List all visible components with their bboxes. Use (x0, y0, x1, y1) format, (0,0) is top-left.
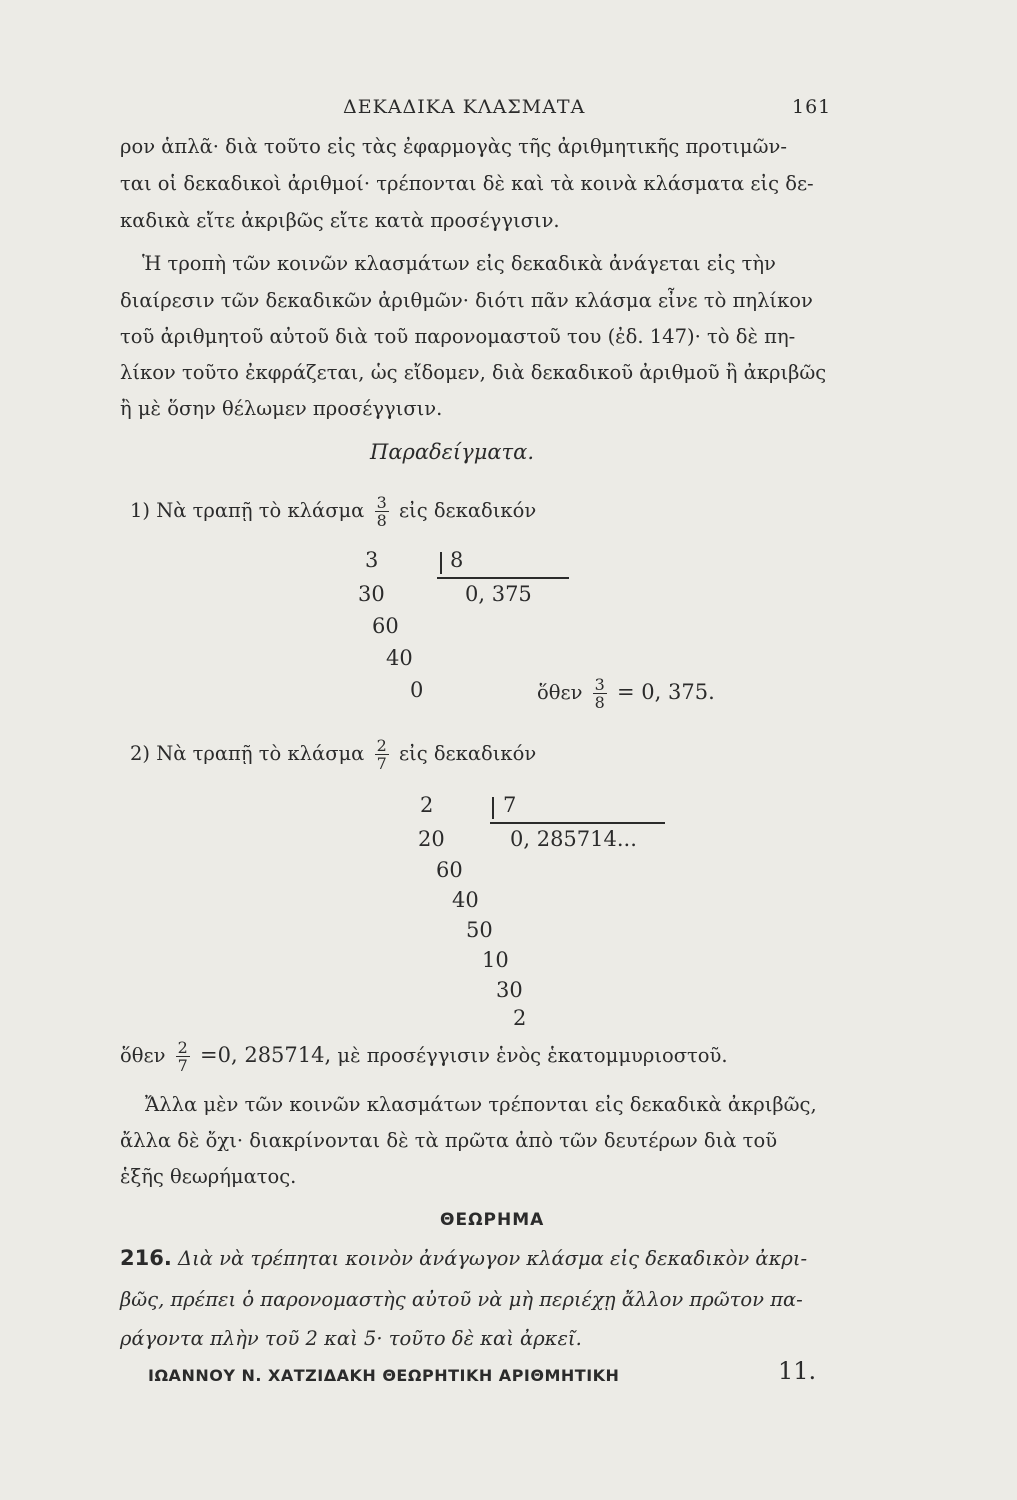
ex2-fraction (375, 737, 389, 772)
para2-line4: λίκον τοῦτο ἐκφράζεται, ὡς εἴδομεν, διὰ δεκαδικοῦ ἀριθμοῦ ἢ ἀκριβῶς (120, 361, 827, 384)
ex2-step-5: 10 (482, 948, 509, 972)
ex1-divisor: 8 (450, 548, 464, 572)
ex1-step-2: 60 (372, 614, 399, 638)
para2-line2: διαίρεσιν τῶν δεκαδικῶν ἀριθμῶν· διότι πᾶν κλάσμα εἶνε τὸ πηλίκον (120, 289, 813, 312)
para3-line1: Ἄλλα μὲν τῶν κοινῶν κλασμάτων τρέπονται εἰς δεκαδικὰ ἀκριβῶς, (145, 1093, 817, 1116)
ex2-quotient-rule (490, 822, 665, 824)
ex1-result-value: = 0, 375. (617, 680, 715, 704)
ex2-prefix: 2) Νὰ τραπῇ τὸ κλάσμα (130, 742, 365, 765)
ex2-num: 2 (376, 736, 387, 755)
ex2-step-3: 40 (452, 888, 479, 912)
ex1-statement (130, 492, 536, 529)
para2-line5: ἢ μὲ ὅσην θέλωμεν προσέγγισιν. (120, 397, 443, 420)
ex2-statement (130, 735, 536, 772)
ex1-result (537, 674, 715, 711)
ex1-result-fraction (593, 676, 607, 711)
ex2-step-2: 60 (436, 858, 463, 882)
ex1-result-den: 8 (594, 693, 605, 712)
ex2-result-tail: μὲ προσέγγισιν ἑνὸς ἑκατομμυριοστοῦ. (337, 1044, 728, 1067)
ex2-result-value: =0, 285714, (200, 1043, 332, 1067)
para3-line2: ἄλλα δὲ ὄχι· διακρίνονται δὲ τὰ πρῶτα ἀπὸ τῶν δευτέρων διὰ τοῦ (120, 1129, 778, 1152)
ex2-step-1: 20 (418, 827, 445, 851)
footer-text: ΙΩΑΝΝΟΥ Ν. ΧΑΤΖΙΔΑΚΗ ΘΕΩΡΗΤΙΚΗ ΑΡΙΘΜΗΤΙΚΗ (148, 1366, 620, 1385)
ex2-quotient: 0, 285714... (510, 827, 637, 851)
ex2-dividend: 2 (420, 793, 434, 817)
ex2-step-6: 30 (496, 978, 523, 1002)
theorem-line2: βῶς, πρέπει ὁ παρονομαστὴς αὐτοῦ νὰ μὴ περιέχῃ ἄλλον πρῶτον πα- (120, 1288, 803, 1311)
ex1-result-num: 3 (594, 675, 605, 694)
para2-line3: τοῦ ἀριθμητοῦ αὐτοῦ διὰ τοῦ παρονομαστοῦ του (ἐδ. 147)· τὸ δὲ πη- (120, 325, 796, 348)
examples-heading: Παραδείγματα. (370, 440, 535, 464)
ex2-result-word: ὅθεν (120, 1044, 166, 1067)
ex2-division-bar (492, 797, 494, 819)
ex1-step-4: 0 (410, 678, 424, 702)
ex2-result (120, 1037, 728, 1074)
theorem-line3: ράγοντα πλὴν τοῦ 2 καὶ 5· τοῦτο δὲ καὶ ἀρκεῖ. (120, 1327, 582, 1350)
ex1-den: 8 (376, 511, 387, 530)
page-number: 161 (792, 96, 832, 118)
ex2-result-den: 7 (177, 1056, 188, 1075)
ex2-den: 7 (376, 754, 387, 773)
ex1-division-bar (440, 552, 442, 574)
ex1-prefix: 1) Νὰ τραπῇ τὸ κλάσμα (130, 499, 365, 522)
para3-line3: ἑξῆς θεωρήματος. (120, 1165, 297, 1188)
ex2-step-7: 2 (513, 1006, 527, 1030)
para2-line1: Ἡ τροπὴ τῶν κοινῶν κλασμάτων εἰς δεκαδικὰ ἀνάγεται εἰς τὴν (142, 252, 776, 275)
ex2-result-fraction (176, 1039, 190, 1074)
ex1-quotient-rule (437, 577, 569, 579)
ex1-result-word: ὅθεν (537, 681, 583, 704)
ex1-num: 3 (376, 493, 387, 512)
ex2-suffix: εἰς δεκαδικόν (398, 742, 537, 765)
ex1-suffix: εἰς δεκαδικόν (398, 499, 537, 522)
signature-mark: 11. (778, 1357, 817, 1385)
theorem-line1 (120, 1240, 807, 1277)
theorem-heading: ΘΕΩΡΗΜΑ (440, 1210, 545, 1230)
theorem-number: 216. (120, 1246, 172, 1270)
ex1-step-3: 40 (386, 646, 413, 670)
ex2-step-4: 50 (466, 918, 493, 942)
running-title: ΔΕΚΑΔΙΚΑ ΚΛΑΣΜΑΤΑ (343, 96, 586, 118)
theorem-text-1: Διὰ νὰ τρέπηται κοινὸν ἀνάγωγον κλάσμα εἰς δεκαδικὸν ἀκρι- (178, 1247, 808, 1270)
ex2-result-num: 2 (177, 1038, 188, 1057)
para1-line2: ται οἱ δεκαδικοὶ ἀριθμοί· τρέπονται δὲ καὶ τὰ κοινὰ κλάσματα εἰς δε- (120, 172, 814, 195)
para1-line1: ρον ἁπλᾶ· διὰ τοῦτο εἰς τὰς ἐφαρμογὰς τῆς ἀριθμητικῆς προτιμῶν- (120, 135, 787, 158)
ex1-dividend: 3 (365, 548, 379, 572)
ex2-divisor: 7 (503, 793, 517, 817)
ex1-quotient: 0, 375 (465, 582, 532, 606)
ex1-fraction (375, 494, 389, 529)
ex1-step-1: 30 (358, 582, 385, 606)
para1-line3: καδικὰ εἴτε ἀκριβῶς εἴτε κατὰ προσέγγισιν. (120, 209, 560, 232)
